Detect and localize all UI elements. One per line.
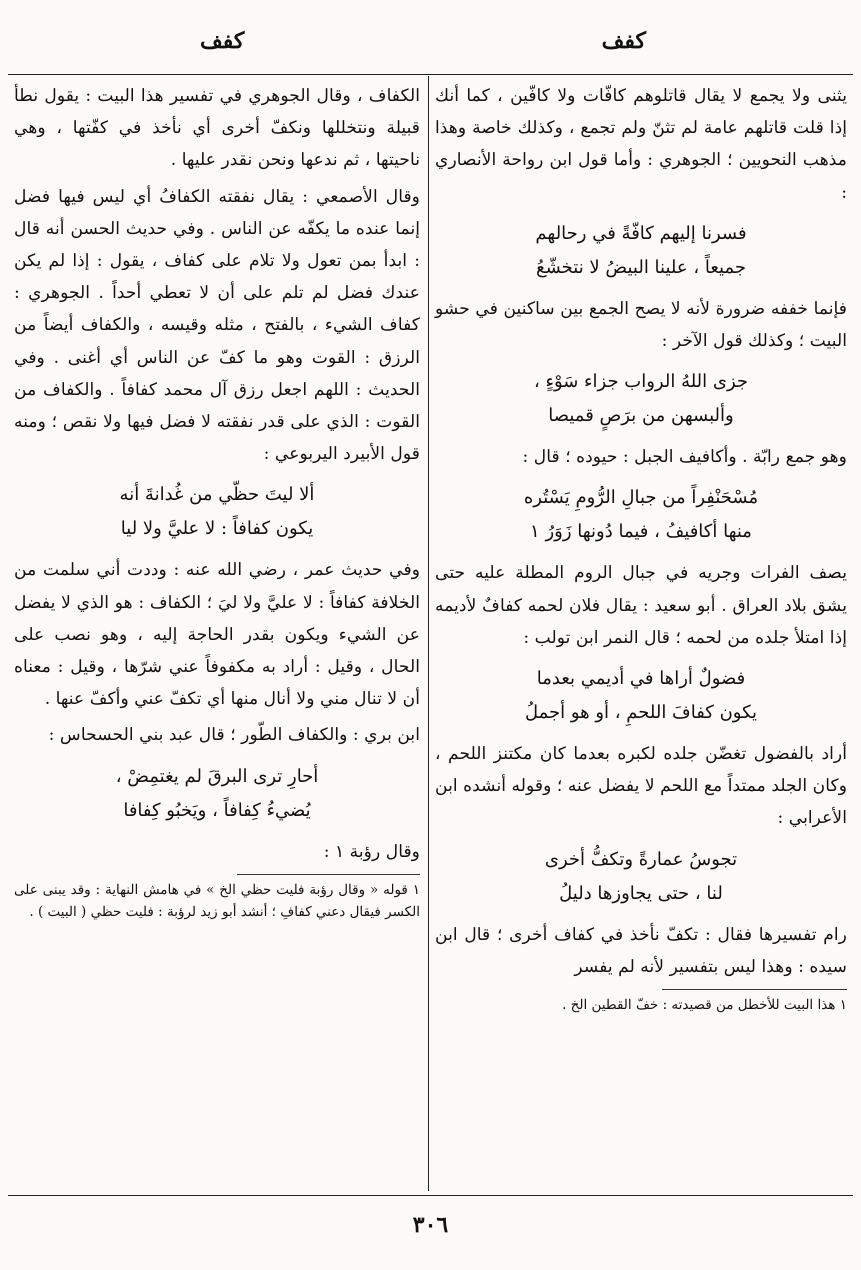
paragraph: وهو جمع رابّة . وأكافيف الجبل : حيوده ؛ قال : bbox=[522, 447, 847, 468]
verse-line: لنا ، حتى يجاوزها دليلُ bbox=[559, 882, 723, 904]
paragraph: وفي حديث عمر ، رضي الله عنه : وددت أني سلمت من الخلافة كفافاً : لا عليَّ ولا ليَ ؛ الكفاف : هو الذي لا يفضل عن الشيء ويكون بقدر الحاجة إليه ، وهو نصب على الحال ، وقيل : أراد به مكفوفاً عني شرّها ، وقيل : معناه أن لا تنال مني ولا أنال منها أي تكفّ عني وأكفّ عنها . bbox=[14, 560, 420, 710]
verse-line: يُضيءُ كِفافاً ، ويَخبُو كِفافا bbox=[123, 799, 311, 821]
verse-line: تجوسُ عمارةً وتكفُّ أخرى bbox=[544, 848, 738, 870]
footnote: ١ هذا البيت للأخطل من قصيدته : خفّ القطين الخ . bbox=[562, 997, 847, 1014]
verse-line: مُسْحَنْفِراً من جبالِ الرُّومِ يَسْتُره bbox=[523, 487, 759, 509]
verse bbox=[435, 481, 847, 549]
header-root-left: كفف bbox=[200, 28, 245, 54]
paragraph: أراد بالفضول تغضّن جلده لكبره بعدما كان مكتنز اللحم ، وكان الجلد ممتداً مع اللحم لا يفضل عنه ؛ وقوله أنشده ابن الأعرابي : bbox=[435, 744, 847, 829]
verse-line: يكون كفافَ اللحمِ ، أو هو أجملُ bbox=[524, 702, 758, 724]
verse-line: فسرنا إليهم كافّةً في رحالهم bbox=[535, 222, 747, 244]
verse-line: منها أكافيفُ ، فيما دُونها زَوَرُ ١ bbox=[530, 521, 752, 543]
verse bbox=[435, 365, 847, 433]
left-column bbox=[14, 80, 420, 923]
page-number: ٣٠٦ bbox=[412, 1212, 449, 1238]
header-root-right: كفف bbox=[601, 28, 646, 54]
verse bbox=[14, 760, 420, 828]
verse-line: جميعاً ، علينا البيضُ لا نتخشّعُ bbox=[536, 256, 746, 278]
verse-line: أحارِ ترى البرقَ لم يغتمِضْ ، bbox=[115, 765, 319, 787]
footnote-rule bbox=[662, 989, 847, 990]
verse bbox=[435, 843, 847, 911]
verse-line: جزى اللهُ الرواب جزاء سَوْءٍ ، bbox=[533, 371, 749, 393]
top-rule bbox=[8, 74, 853, 75]
verse bbox=[435, 217, 847, 285]
verse-line: وألبسهن من برَصٍ قميصا bbox=[548, 405, 734, 427]
paragraph: رام تفسيرها فقال : تكفّ نأخذ في كفاف أخرى ؛ قال ابن سيده : وهذا ليس بتفسير لأنه لم يفسر bbox=[435, 924, 847, 977]
paragraph: ابن بري : والكفاف الطّور ؛ قال عبد بني الحسحاس : bbox=[48, 725, 420, 746]
paragraph: يثنى ولا يجمع لا يقال قاتلوهم كافّات ولا كافّين ، كما أنك إذا قلت قاتلهم عامة لم تثنّ ولم تجمع ، وكذلك خاصة وهذا مذهب النحويين ؛ الجوهري : وأما قول ابن رواحة الأنصاري : bbox=[435, 86, 847, 203]
paragraph: فإنما خففه ضرورة لأنه لا يصح الجمع بين ساكنين في حشو البيت ؛ وكذلك قول الآخر : bbox=[435, 298, 847, 352]
bottom-rule bbox=[8, 1195, 853, 1196]
verse-line: يكون كفافاً : لا عليَّ ولا ليا bbox=[120, 518, 314, 540]
verse-line: فضولٌ أراها في أديمي بعدما bbox=[536, 668, 746, 690]
paragraph: وقال الأصمعي : يقال نفقته الكفافُ أي ليس فيها فضل إنما عنده ما يكفّه عن الناس . وفي حديث الحسن أنه قال : ابدأ بمن تعول ولا تلام على كفاف ، يقول : إذا لم يكن عندك فضل لم تلم على أن لا تعطي أحداً . الجوهري : كفاف الشيء ، بالفتح ، مثله وقيسه ، والكفاف أيضاً من الرزق : القوت وهو ما كفّ عن الناس أي أغنى . وفي الحديث : اللهم اجعل رزق آل محمد كفافاً . والكفاف من القوت : الذي على قدر نفقته لا فضل فيها ولا نقص ؛ ومنه قول الأبيرد اليربوعي : bbox=[14, 186, 420, 465]
footnote-rule bbox=[237, 874, 420, 875]
right-column bbox=[435, 80, 847, 1016]
verse bbox=[435, 662, 847, 730]
verse bbox=[14, 478, 420, 546]
paragraph: يصف الفرات وجريه في جبال الروم المطلة عليه حتى يشق بلاد العراق . أبو سعيد : يقال فلان لحمه كفافٌ لأديمه إذا امتلأ جلده من لحمه ؛ قال النمر ابن تولب : bbox=[435, 563, 847, 648]
paragraph: الكفاف ، وقال الجوهري في تفسير هذا البيت : يقول نطأ قبيلة ونتخللها ونكفّ أخرى أي نأخذ في كفّتها ، وهي ناحيتها ، ثم ندعها ونحن نقدر عليها . bbox=[14, 86, 420, 171]
verse-line: ألا ليتَ حظّي من غُدانةَ أنه bbox=[119, 484, 315, 506]
footnote: ١ قوله « وقال رؤبة فليت حظي الخ » في هامش النهاية : وقد يبنى على الكسر فيقال دعني كفافِ ؛ أنشد أبو زيد لرؤبة : فليت حظي ( البيت ) . bbox=[14, 881, 420, 920]
column-divider bbox=[428, 76, 429, 1191]
paragraph: وقال رؤبة ١ : bbox=[323, 841, 420, 862]
